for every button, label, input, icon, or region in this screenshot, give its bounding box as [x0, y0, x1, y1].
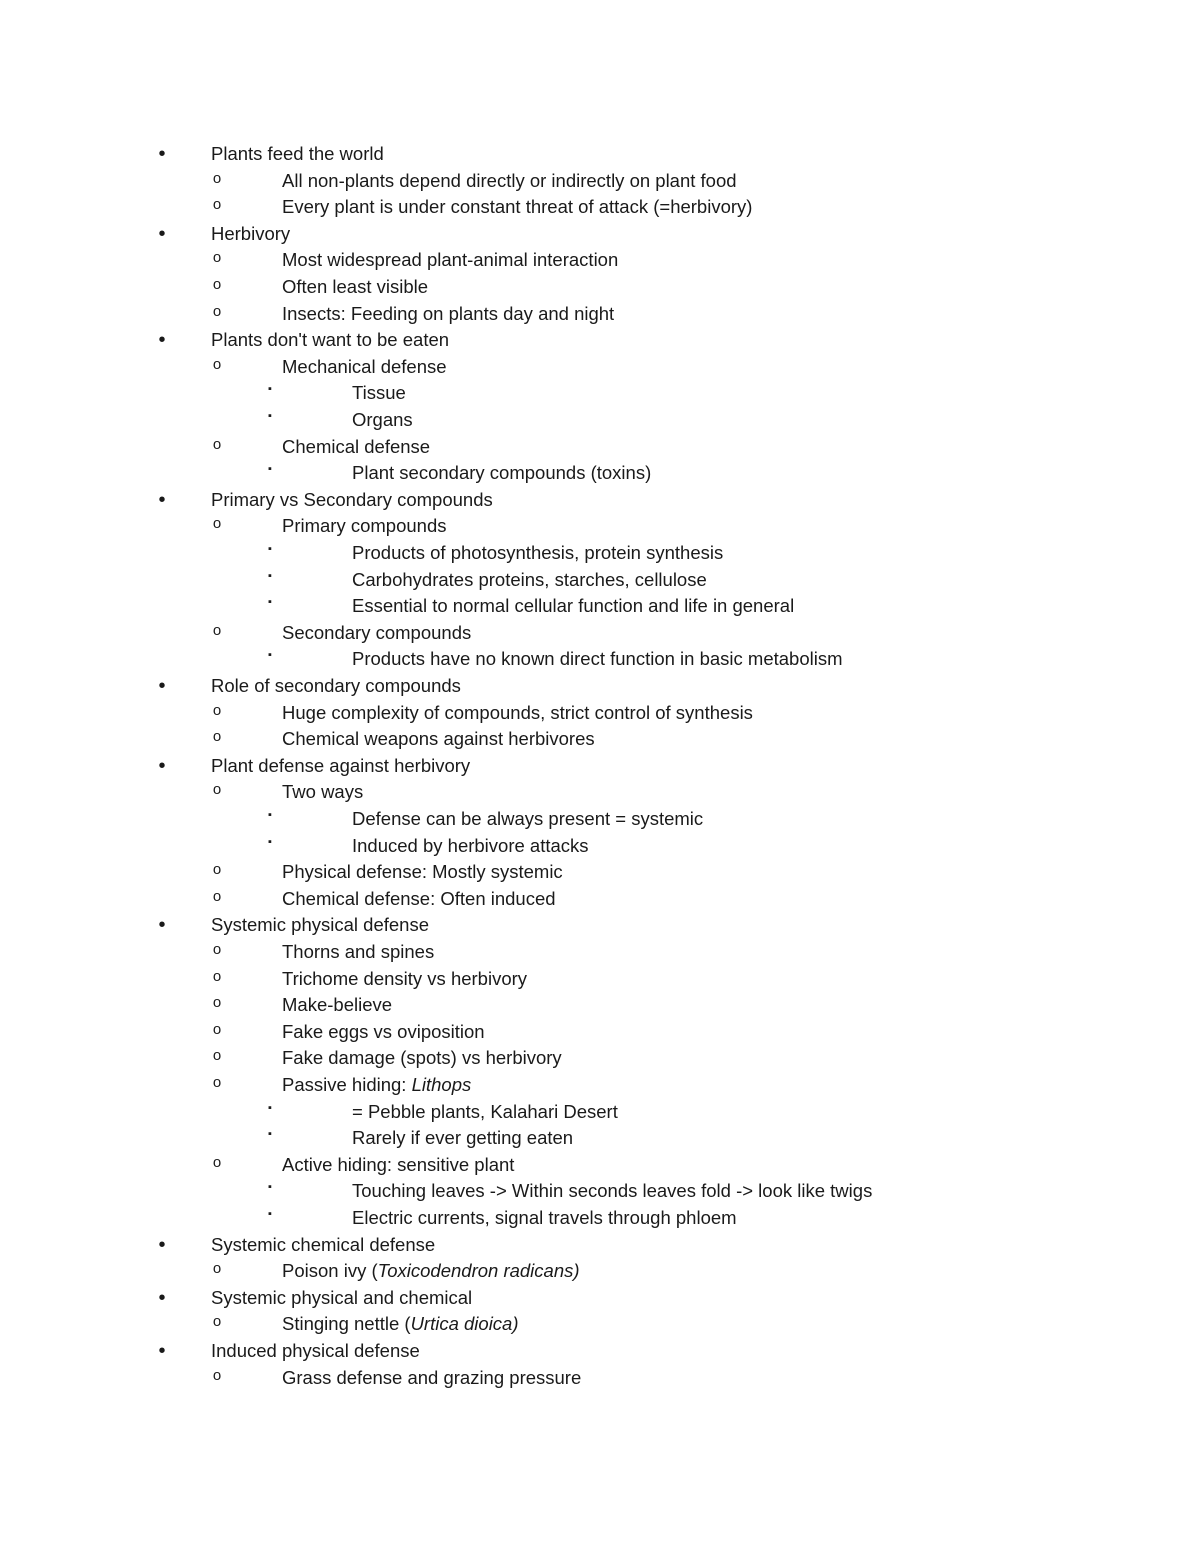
bullet-marker-icon: ▪: [268, 649, 272, 662]
text-segment: Rarely if ever getting eaten: [352, 1127, 574, 1149]
outline-item-text: [282, 939, 434, 966]
text-segment: All non-plants depend directly or indirectly on plant food: [282, 169, 737, 191]
text-segment: Fake eggs vs oviposition: [282, 1020, 485, 1042]
outline-item-text: [282, 700, 753, 727]
outline-item-text: [282, 1258, 580, 1285]
text-segment: Stinging nettle (: [282, 1313, 411, 1335]
bullet-marker-icon: •: [158, 1286, 166, 1309]
bullet-marker-icon: o: [212, 249, 222, 267]
bullet-marker-icon: ▪: [268, 1208, 272, 1220]
bullet-marker-icon: ▪: [268, 1181, 272, 1194]
text-segment: Chemical defense: Often induced: [282, 887, 556, 909]
bullet-marker-icon: •: [158, 1340, 166, 1362]
outline-item-text: [282, 1311, 519, 1338]
bullet-marker-icon: •: [158, 143, 166, 165]
bullet-marker-icon: o: [212, 302, 222, 320]
outline-item-text: [211, 1232, 435, 1259]
text-segment: Passive hiding:: [282, 1074, 412, 1095]
text-segment: Most widespread plant-animal interaction: [282, 249, 619, 271]
text-segment: Chemical defense: [282, 435, 431, 457]
text-segment: Chemical weapons against herbivores: [282, 728, 595, 750]
outline-item-text: [282, 354, 447, 381]
bullet-marker-icon: ▪: [268, 809, 272, 821]
text-segment: Plants don't want to be eaten: [211, 329, 450, 351]
bullet-marker-icon: ▪: [268, 835, 272, 848]
text-segment: Physical defense: Mostly systemic: [282, 861, 563, 883]
outline-item-text: [282, 859, 563, 886]
outline-item-text: [352, 1178, 872, 1205]
outline-item-text: [352, 460, 651, 487]
italic-text-segment: Urtica dioica): [410, 1313, 519, 1335]
outline-item-text: [282, 1152, 514, 1179]
text-segment: Carbohydrates proteins, starches, cellulose: [352, 568, 707, 590]
outline-item-text: [211, 753, 470, 780]
bullet-marker-icon: o: [212, 728, 222, 746]
text-segment: Fake damage (spots) vs herbivory: [282, 1047, 562, 1069]
outline-item-text: [282, 886, 556, 913]
text-segment: Mechanical defense: [282, 355, 447, 377]
bullet-marker-icon: •: [158, 914, 166, 937]
bullet-marker-icon: o: [212, 1047, 222, 1065]
bullet-marker-icon: o: [212, 994, 222, 1012]
text-segment: Poison ivy (: [282, 1260, 378, 1282]
text-segment: Plant secondary compounds (toxins): [352, 462, 652, 484]
text-segment: Thorns and spines: [282, 941, 435, 962]
outline-item-text: [211, 1338, 420, 1365]
outline-item-text: [352, 407, 413, 434]
bullet-marker-icon: o: [212, 1313, 222, 1331]
bullet-marker-icon: o: [212, 621, 222, 639]
bullet-marker-icon: ▪: [268, 1128, 272, 1141]
outline-item-text: [282, 1019, 485, 1046]
outline-item-text: [352, 806, 703, 833]
bullet-marker-icon: o: [212, 1153, 222, 1171]
bullet-marker-icon: o: [212, 1366, 222, 1384]
outline-item-text: [282, 1365, 581, 1392]
outline-item-text: [282, 301, 614, 328]
text-segment: Systemic physical defense: [211, 914, 429, 936]
text-segment: Organs: [352, 409, 413, 430]
text-segment: Huge complexity of compounds, strict control of synthesis: [282, 701, 753, 723]
text-segment: = Pebble plants, Kalahari Desert: [352, 1100, 618, 1122]
bullet-marker-icon: ▪: [268, 383, 272, 396]
outline-item-text: [352, 833, 589, 860]
bullet-marker-icon: ▪: [268, 1101, 272, 1114]
bullet-marker-icon: o: [212, 781, 222, 799]
outline-item-text: [282, 434, 430, 461]
text-segment: Systemic physical and chemical: [211, 1286, 473, 1308]
text-segment: Primary compounds: [282, 515, 447, 537]
bullet-marker-icon: ▪: [268, 463, 272, 476]
bullet-marker-icon: o: [212, 1074, 222, 1091]
text-segment: Primary vs Secondary compounds: [211, 488, 493, 510]
bullet-marker-icon: o: [212, 435, 222, 453]
outline-item-text: [282, 1072, 471, 1099]
outline-item-text: [352, 1125, 573, 1152]
outline-item-text: [211, 221, 290, 248]
outline-item-text: [352, 567, 707, 594]
bullet-marker-icon: o: [212, 887, 222, 905]
bullet-marker-icon: o: [212, 355, 222, 373]
outline-item-text: [282, 168, 737, 195]
bullet-marker-icon: o: [212, 1020, 222, 1038]
text-segment: Every plant is under constant threat of attack (=herbivory): [282, 196, 753, 218]
bullet-marker-icon: o: [212, 1260, 222, 1278]
outline-item-text: [211, 912, 429, 939]
bullet-marker-icon: •: [158, 675, 166, 697]
outline-item-text: [352, 540, 723, 567]
outline-item-text: [211, 673, 461, 700]
bullet-marker-icon: ▪: [268, 569, 272, 582]
text-segment: Induced by herbivore attacks: [352, 834, 589, 856]
text-segment: Two ways: [282, 781, 364, 803]
outline-item-text: [282, 274, 428, 301]
bullet-marker-icon: ▪: [268, 410, 272, 422]
italic-text-segment: Toxicodendron radicans): [377, 1260, 580, 1282]
bullet-marker-icon: o: [212, 276, 222, 293]
text-segment: Plants feed the world: [211, 143, 384, 164]
outline-item-text: [352, 1205, 737, 1232]
outline-item-text: [282, 726, 595, 753]
text-segment: Induced physical defense: [211, 1340, 420, 1361]
text-segment: Role of secondary compounds: [211, 675, 461, 696]
bullet-marker-icon: o: [212, 861, 222, 879]
text-segment: Often least visible: [282, 276, 429, 297]
italic-text-segment: Lithops: [411, 1074, 472, 1095]
outline-item-text: [282, 779, 363, 806]
text-segment: Grass defense and grazing pressure: [282, 1366, 582, 1388]
text-segment: Trichome density vs herbivory: [282, 967, 528, 989]
outline-item-text: [282, 620, 471, 647]
outline-item-text: [352, 1099, 618, 1126]
bullet-marker-icon: •: [158, 1233, 166, 1256]
bullet-marker-icon: o: [212, 701, 222, 719]
text-segment: Electric currents, signal travels through phloem: [352, 1207, 737, 1228]
outline-item-text: [282, 194, 752, 221]
bullet-marker-icon: o: [212, 196, 222, 214]
bullet-marker-icon: ▪: [268, 596, 272, 609]
text-segment: Defense can be always present = systemic: [352, 808, 704, 829]
outline-item-text: [352, 593, 794, 620]
outline-item-text: [282, 966, 527, 993]
bullet-marker-icon: o: [212, 941, 222, 958]
text-segment: Tissue: [352, 382, 406, 404]
outline-item-text: [211, 1285, 472, 1312]
text-segment: Plant defense against herbivory: [211, 754, 471, 776]
outline-item-text: [211, 141, 384, 168]
text-segment: Products of photosynthesis, protein synthesis: [352, 542, 724, 563]
bullet-marker-icon: o: [212, 515, 222, 533]
bullet-marker-icon: •: [158, 222, 166, 245]
outline-item-text: [211, 327, 449, 354]
outline-item-text: [352, 380, 406, 407]
bullet-marker-icon: •: [158, 488, 166, 511]
outline-item-text: [211, 487, 493, 514]
outline-item-text: [282, 1045, 562, 1072]
text-segment: Products have no known direct function in basic metabolism: [352, 648, 843, 670]
bullet-marker-icon: ▪: [268, 543, 272, 555]
bullet-marker-icon: •: [158, 329, 166, 352]
text-segment: Herbivory: [211, 222, 291, 244]
bullet-marker-icon: •: [158, 754, 166, 777]
outline-item-text: [282, 992, 392, 1019]
text-segment: Make-believe: [282, 994, 393, 1016]
text-segment: Secondary compounds: [282, 621, 472, 643]
text-segment: Active hiding: sensitive plant: [282, 1153, 515, 1175]
text-segment: Essential to normal cellular function and life in general: [352, 595, 795, 617]
text-segment: Systemic chemical defense: [211, 1233, 436, 1255]
outline-item-text: [282, 513, 447, 540]
outline-item-text: [282, 247, 618, 274]
bullet-marker-icon: o: [212, 169, 222, 187]
text-segment: Touching leaves -> Within seconds leaves fold -> look like twigs: [352, 1180, 873, 1202]
outline-item-text: [352, 646, 843, 673]
bullet-marker-icon: o: [212, 967, 222, 985]
text-segment: Insects: Feeding on plants day and night: [282, 302, 615, 324]
